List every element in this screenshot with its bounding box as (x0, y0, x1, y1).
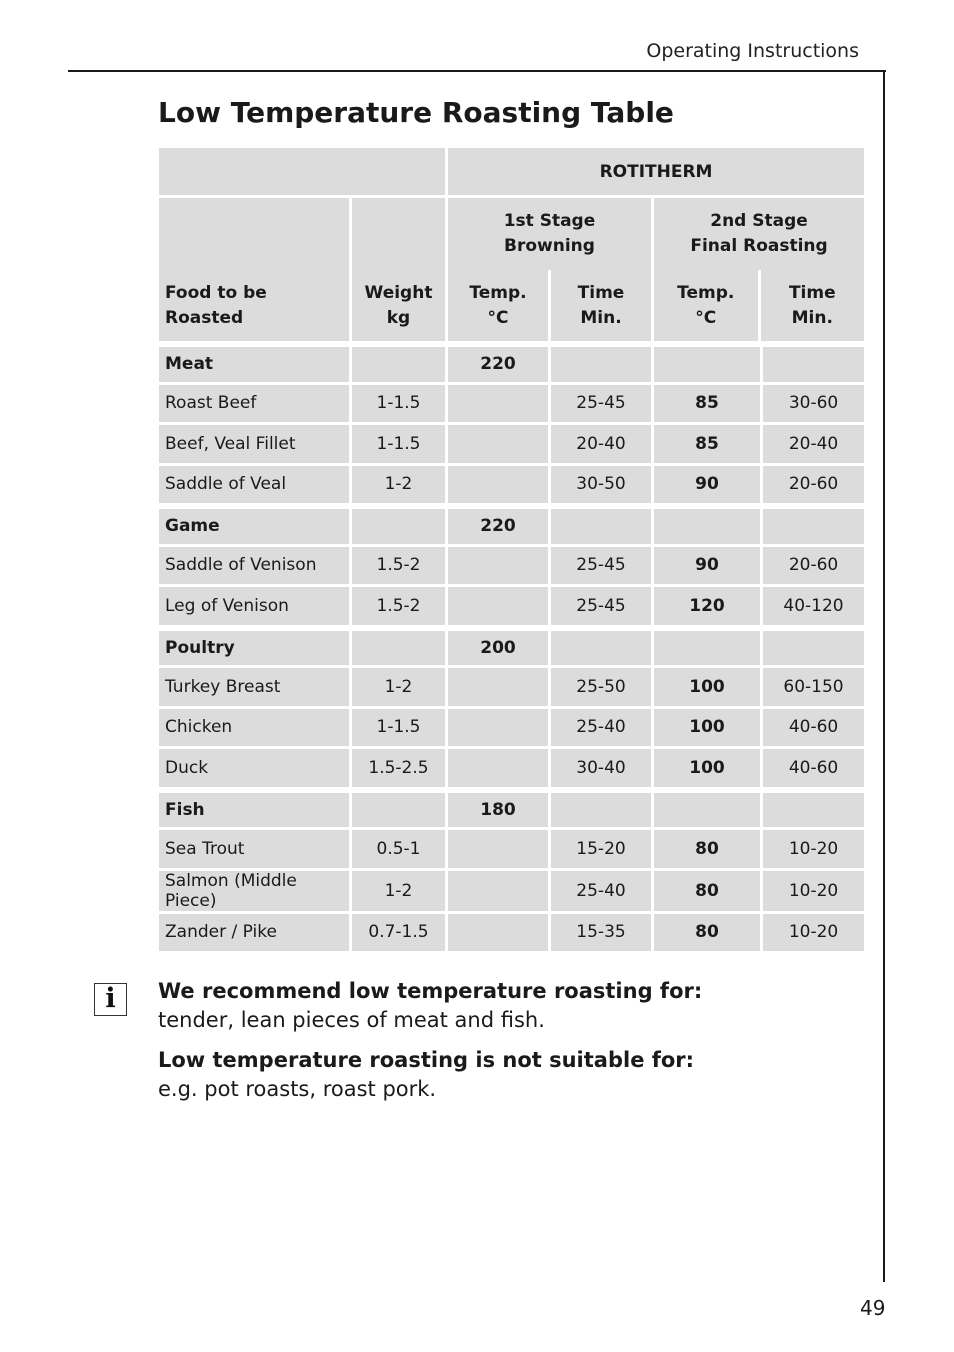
weight-value: 1-2 (352, 871, 445, 911)
category-name: Fish (159, 790, 349, 828)
col-header-temp1: Temp. °C (469, 283, 527, 328)
category-temp2-cell (654, 790, 760, 828)
final-time: 30-60 (763, 385, 864, 423)
table-body (159, 344, 864, 951)
stage2-header (654, 198, 864, 341)
category-browning-temp: 200 (448, 628, 548, 666)
browning-time: 25-45 (551, 385, 651, 423)
browning-time: 20-40 (551, 425, 651, 463)
final-time: 20-60 (763, 547, 864, 585)
category-time2-cell (763, 628, 864, 666)
category-name: Poultry (159, 628, 349, 666)
category-browning-temp: 220 (448, 344, 548, 382)
table-row (159, 668, 864, 706)
header-blank-cell (159, 148, 445, 195)
table-row (159, 830, 864, 868)
final-time: 40-60 (763, 749, 864, 787)
final-time: 10-20 (763, 871, 864, 911)
final-temp: 90 (654, 466, 760, 504)
browning-temp-cell (448, 425, 548, 463)
category-row (159, 506, 864, 544)
weight-value: 1.5-2 (352, 587, 445, 625)
food-name: Saddle of Venison (159, 547, 349, 585)
recommend-heading: We recommend low temperature roasting for: (158, 979, 703, 1003)
food-name: Leg of Venison (159, 587, 349, 625)
weight-value: 1.5-2.5 (352, 749, 445, 787)
browning-temp-cell (448, 547, 548, 585)
final-temp: 85 (654, 425, 760, 463)
browning-time: 25-45 (551, 587, 651, 625)
section-header: Operating Instructions (646, 40, 859, 62)
final-temp: 100 (654, 709, 760, 747)
not-suitable-heading: Low temperature roasting is not suitable for: (158, 1048, 695, 1072)
browning-temp-cell (448, 668, 548, 706)
final-temp: 90 (654, 547, 760, 585)
table-row (159, 749, 864, 787)
stage1-subtitle: Browning (504, 236, 595, 256)
browning-time: 15-20 (551, 830, 651, 868)
final-time: 60-150 (763, 668, 864, 706)
food-name: Saddle of Veal (159, 466, 349, 504)
category-browning-temp: 220 (448, 506, 548, 544)
food-name: Zander / Pike (159, 914, 349, 952)
food-name: Beef, Veal Fillet (159, 425, 349, 463)
weight-value: 1.5-2 (352, 547, 445, 585)
final-temp: 120 (654, 587, 760, 625)
browning-temp-cell (448, 830, 548, 868)
page-number: 49 (860, 1296, 886, 1320)
browning-time: 25-40 (551, 709, 651, 747)
category-weight-cell (352, 344, 445, 382)
category-weight-cell (352, 790, 445, 828)
category-time1-cell (551, 506, 651, 544)
browning-time: 25-50 (551, 668, 651, 706)
browning-temp-cell (448, 466, 548, 504)
category-temp2-cell (654, 344, 760, 382)
category-browning-temp: 180 (448, 790, 548, 828)
browning-temp-cell (448, 385, 548, 423)
col-header-time2: Time Min. (758, 270, 865, 341)
recommend-text: tender, lean pieces of meat and fish. (158, 1008, 545, 1032)
roasting-table (156, 145, 867, 954)
weight-value: 1-2 (352, 466, 445, 504)
final-time: 20-40 (763, 425, 864, 463)
weight-value: 1-1.5 (352, 709, 445, 747)
final-temp: 80 (654, 830, 760, 868)
table-row (159, 709, 864, 747)
weight-value: 1-1.5 (352, 385, 445, 423)
col-header-temp2: Temp. °C (677, 283, 735, 328)
category-name: Meat (159, 344, 349, 382)
browning-time: 25-40 (551, 871, 651, 911)
table-row (159, 466, 864, 504)
group-header-rotitherm: ROTITHERM (448, 148, 864, 195)
browning-time: 15-35 (551, 914, 651, 952)
col-header-weight: Weight kg (352, 198, 445, 341)
final-temp: 100 (654, 749, 760, 787)
final-time: 20-60 (763, 466, 864, 504)
final-temp: 80 (654, 914, 760, 952)
browning-temp-cell (448, 871, 548, 911)
stage1-title: 1st Stage (503, 211, 596, 231)
header-rule (68, 70, 886, 72)
weight-value: 1-1.5 (352, 425, 445, 463)
browning-temp-cell (448, 709, 548, 747)
food-name: Sea Trout (159, 830, 349, 868)
final-temp: 100 (654, 668, 760, 706)
category-name: Game (159, 506, 349, 544)
category-time1-cell (551, 790, 651, 828)
weight-value: 0.5-1 (352, 830, 445, 868)
browning-time: 30-50 (551, 466, 651, 504)
stage2-title: 2nd Stage (710, 211, 808, 231)
recommend-note (158, 977, 702, 1035)
final-time: 10-20 (763, 914, 864, 952)
table-row (159, 547, 864, 585)
table-row (159, 914, 864, 952)
category-temp2-cell (654, 506, 760, 544)
category-row (159, 628, 864, 666)
not-suitable-text: e.g. pot roasts, roast pork. (158, 1077, 437, 1101)
food-name: Turkey Breast (159, 668, 349, 706)
category-time2-cell (763, 790, 864, 828)
category-row (159, 790, 864, 828)
final-time: 10-20 (763, 830, 864, 868)
category-temp2-cell (654, 628, 760, 666)
table-row (159, 587, 864, 625)
category-weight-cell (352, 506, 445, 544)
browning-temp-cell (448, 749, 548, 787)
page-title: Low Temperature Roasting Table (158, 96, 674, 129)
category-time2-cell (763, 506, 864, 544)
food-name: Roast Beef (159, 385, 349, 423)
table-row (159, 425, 864, 463)
browning-time: 30-40 (551, 749, 651, 787)
not-suitable-note (158, 1046, 694, 1104)
stage1-header (448, 198, 651, 341)
final-time: 40-120 (763, 587, 864, 625)
weight-value: 0.7-1.5 (352, 914, 445, 952)
table-row (159, 871, 864, 911)
weight-value: 1-2 (352, 668, 445, 706)
category-time1-cell (551, 344, 651, 382)
info-icon: i (94, 983, 127, 1016)
side-rule (883, 70, 885, 1282)
category-time1-cell (551, 628, 651, 666)
col-header-food: Food to be Roasted (159, 198, 349, 341)
final-temp: 80 (654, 871, 760, 911)
final-time: 40-60 (763, 709, 864, 747)
browning-time: 25-45 (551, 547, 651, 585)
stage2-subtitle: Final Roasting (690, 236, 828, 256)
food-name: Chicken (159, 709, 349, 747)
category-time2-cell (763, 344, 864, 382)
category-weight-cell (352, 628, 445, 666)
browning-temp-cell (448, 914, 548, 952)
food-name: Salmon (Middle Piece) (159, 871, 349, 911)
table-row (159, 385, 864, 423)
food-name: Duck (159, 749, 349, 787)
final-temp: 85 (654, 385, 760, 423)
col-header-time1: Time Min. (548, 270, 651, 341)
category-row (159, 344, 864, 382)
browning-temp-cell (448, 587, 548, 625)
